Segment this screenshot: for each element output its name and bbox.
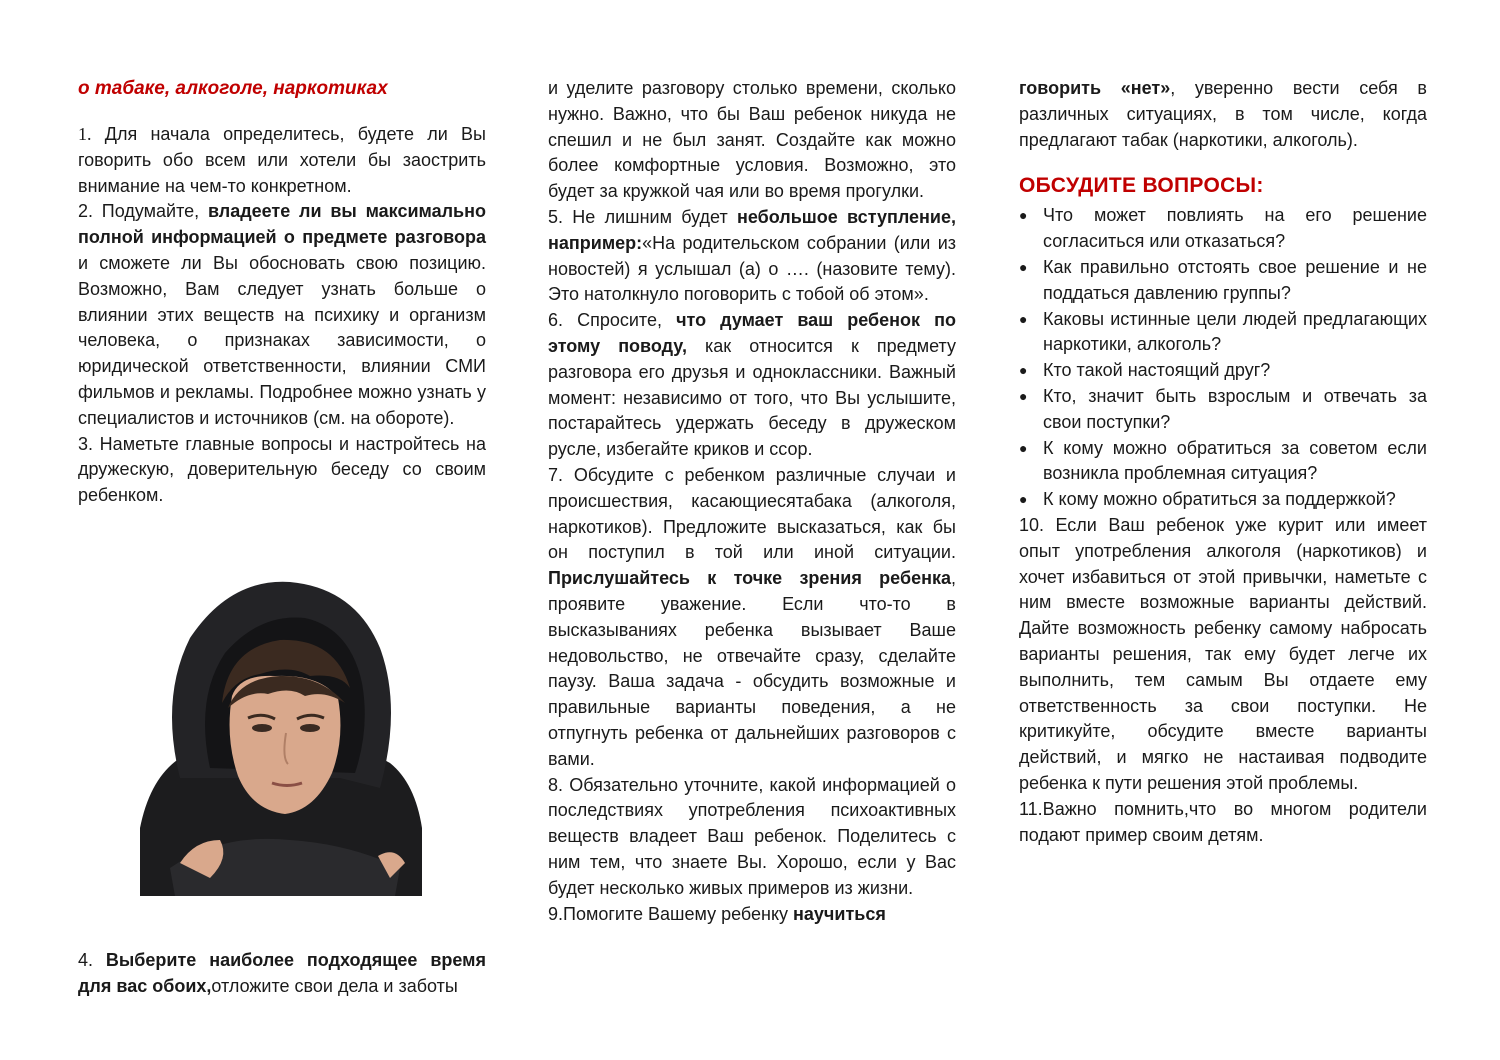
paragraph-5-text-c: «На родительском собрании (или из новостей) я услышал (а) о …. (назовите тему). Это натолкнуло поговорить с тобой об этом». — [548, 232, 956, 305]
paragraph-3-text: Наметьте главные вопросы и настройтесь на дружескую, доверительную беседу со своим ребенком. — [78, 433, 486, 506]
bullet-icon: ● — [1019, 439, 1028, 456]
paragraph-6-text-a: Спросите, — [563, 310, 677, 331]
paragraph-10-text: Если Ваш ребенок уже курит или имеет опыт употребления алкоголя (наркотиков) и хочет избавиться от этой привычки, наметьте с ним вместе возможные варианты действий. Дайте возможность ребенку самому набросать варианты решения, так ему будет легче их выполнить, тем самым Вы отдаете ему ответственность за свои поступки. Не критикуйте, обсудите вместе варианты действий, и мягко не настаивая подводите ребенка к пути решения этой проблемы. — [1019, 514, 1427, 793]
bullet-icon: ● — [1019, 258, 1028, 275]
paragraph-3-number: 3. — [78, 433, 94, 454]
paragraph-1-text: Для начала определитесь, будете ли Вы говорить обо всем или хотели бы заострить внимание на чем-то конкретном. — [78, 124, 486, 196]
paragraph-8 — [548, 773, 956, 902]
paragraph-9 — [548, 902, 956, 928]
question-text: К кому можно обратиться за советом если возникла проблемная ситуация? — [1043, 437, 1427, 484]
paragraph-10-number: 10. — [1019, 514, 1045, 535]
questions-list — [1019, 203, 1427, 513]
paragraph-7-bold: Прислушайтесь к точке зрения ребенка — [548, 568, 951, 589]
paragraph-3 — [78, 432, 486, 509]
bullet-icon: ● — [1019, 362, 1028, 379]
paragraph-2-text-a: Подумайте, — [93, 201, 208, 222]
paragraph-9-text-c: , уверенно вести себя в различных ситуациях, в том числе, когда предлагают табак (наркотики, алкоголь). — [1019, 78, 1427, 150]
list-item — [1019, 436, 1427, 488]
question-text: Кто, значит быть взрослым и отвечать за свои поступки? — [1043, 385, 1427, 432]
paragraph-5-text-a: Не лишним будет — [563, 206, 737, 227]
question-text: Каковы истинные цели людей предлагающих наркотики, алкоголь? — [1043, 308, 1427, 355]
bullet-icon: ● — [1019, 207, 1028, 224]
paragraph-5-bold: небольшое вступление, например: — [548, 206, 956, 253]
paragraph-1 — [78, 122, 486, 199]
list-item — [1019, 384, 1427, 436]
column-1 — [78, 76, 486, 509]
paragraph-9-continued — [1019, 76, 1427, 153]
paragraph-2-text-c: и сможете ли Вы обосновать свою позицию. Возможно, Вам следует узнать больше о влиянии этих веществ на психику и организм человека, о признаках зависимости, о юридической ответственности, влиянии СМИ фильмов и рекламы. Подробнее можно узнать у специалистов и источников (см. на обороте). — [78, 252, 486, 428]
paragraph-2-bold: владеете ли вы максимально полной информацией о предмете разговора — [78, 201, 486, 248]
paragraph-7-text-c: , проявите уважение. Если что-то в высказываниях ребенка вызывает Ваше недовольство, не отвечайте сразу, сделайте паузу. Ваша задача - обсудить возможные и правильные варианты поведения, а не отпугнуть ребенка от дальнейших разговоров с вами. — [548, 568, 956, 769]
column-2 — [548, 76, 956, 927]
bullet-icon: ● — [1019, 387, 1028, 404]
paragraph-1-number: 1. — [78, 124, 92, 144]
paragraph-6-bold: что думает ваш ребенок по этому поводу, — [548, 310, 956, 356]
paragraph-6 — [548, 308, 956, 463]
paragraph-7-number: 7. — [548, 464, 564, 485]
question-text: Как правильно отстоять свое решение и не поддаться давлению группы? — [1043, 256, 1427, 303]
paragraph-4-number: 4. — [78, 950, 94, 970]
paragraph-4-continued: и уделите разговору столько времени, сколько нужно. Важно, что бы Ваш ребенок никуда не спешил и не был занят. Создайте как можно более комфортные условия. Возможно, это будет за кружкой чая или во время прогулки. — [548, 78, 956, 202]
bullet-icon: ● — [1019, 310, 1028, 327]
paragraph-6-number: 6. — [548, 310, 564, 331]
paragraph-4-bold: Выберите наиболее подходящее время для вас обоих, — [78, 950, 486, 996]
question-text: Кто такой настоящий друг? — [1043, 360, 1271, 381]
paragraph-10 — [1019, 513, 1427, 797]
paragraph-6-text-c: как относится к предмету разговора его друзья и одноклассники. Важный момент: независимо от того, что Вы услышите, постарайтесь удержать беседу в дружеском русле, избегайте криков и ссор. — [548, 335, 956, 460]
teen-in-hood-photo — [140, 578, 422, 896]
paragraph-7-text-a: Обсудите с ребенком различные случаи и происшествия, касающиесятабака (алкоголя, наркотиков). Предложите высказаться, как бы он поступил в той или иной ситуации. — [548, 464, 956, 563]
page-title: о табаке, алкоголе, наркотиках — [78, 78, 388, 99]
questions-heading: ОБСУДИТЕ ВОПРОСЫ: — [1019, 174, 1264, 198]
column-3 — [1019, 76, 1427, 848]
paragraph-5-number: 5. — [548, 206, 564, 227]
question-text: Что может повлиять на его решение согласиться или отказаться? — [1043, 205, 1427, 252]
paragraph-9-text-a: 9.Помогите Вашему ребенку — [548, 903, 794, 924]
paragraph-8-number: 8. — [548, 774, 564, 795]
paragraph-9-bold: научиться — [793, 903, 886, 924]
list-item — [1019, 307, 1427, 359]
paragraph-4-start — [78, 948, 486, 1000]
paragraph-2 — [78, 199, 486, 431]
paragraph-9-bold-cont: говорить «нет» — [1019, 78, 1171, 98]
paragraph-7 — [548, 463, 956, 773]
paragraph-8-text: Обязательно уточните, какой информацией о последствиях употребления психоактивных веществ владеет Ваш ребенок. Поделитесь с ним тем, что знаете Вы. Хорошо, если у Вас будет несколько живых примеров из жизни. — [548, 774, 956, 898]
paragraph-11: 11.Важно помнить,что во многом родители подают пример своим детям. — [1019, 798, 1427, 845]
paragraph-5 — [548, 205, 956, 308]
list-item — [1019, 203, 1427, 255]
paragraph-4-text: отложите свои дела и заботы — [211, 975, 458, 996]
bullet-icon: ● — [1019, 491, 1028, 508]
paragraph-2-number: 2. — [78, 201, 94, 222]
list-item — [1019, 487, 1427, 513]
list-item — [1019, 358, 1427, 384]
question-text: К кому можно обратиться за поддержкой? — [1043, 489, 1396, 510]
list-item — [1019, 255, 1427, 307]
